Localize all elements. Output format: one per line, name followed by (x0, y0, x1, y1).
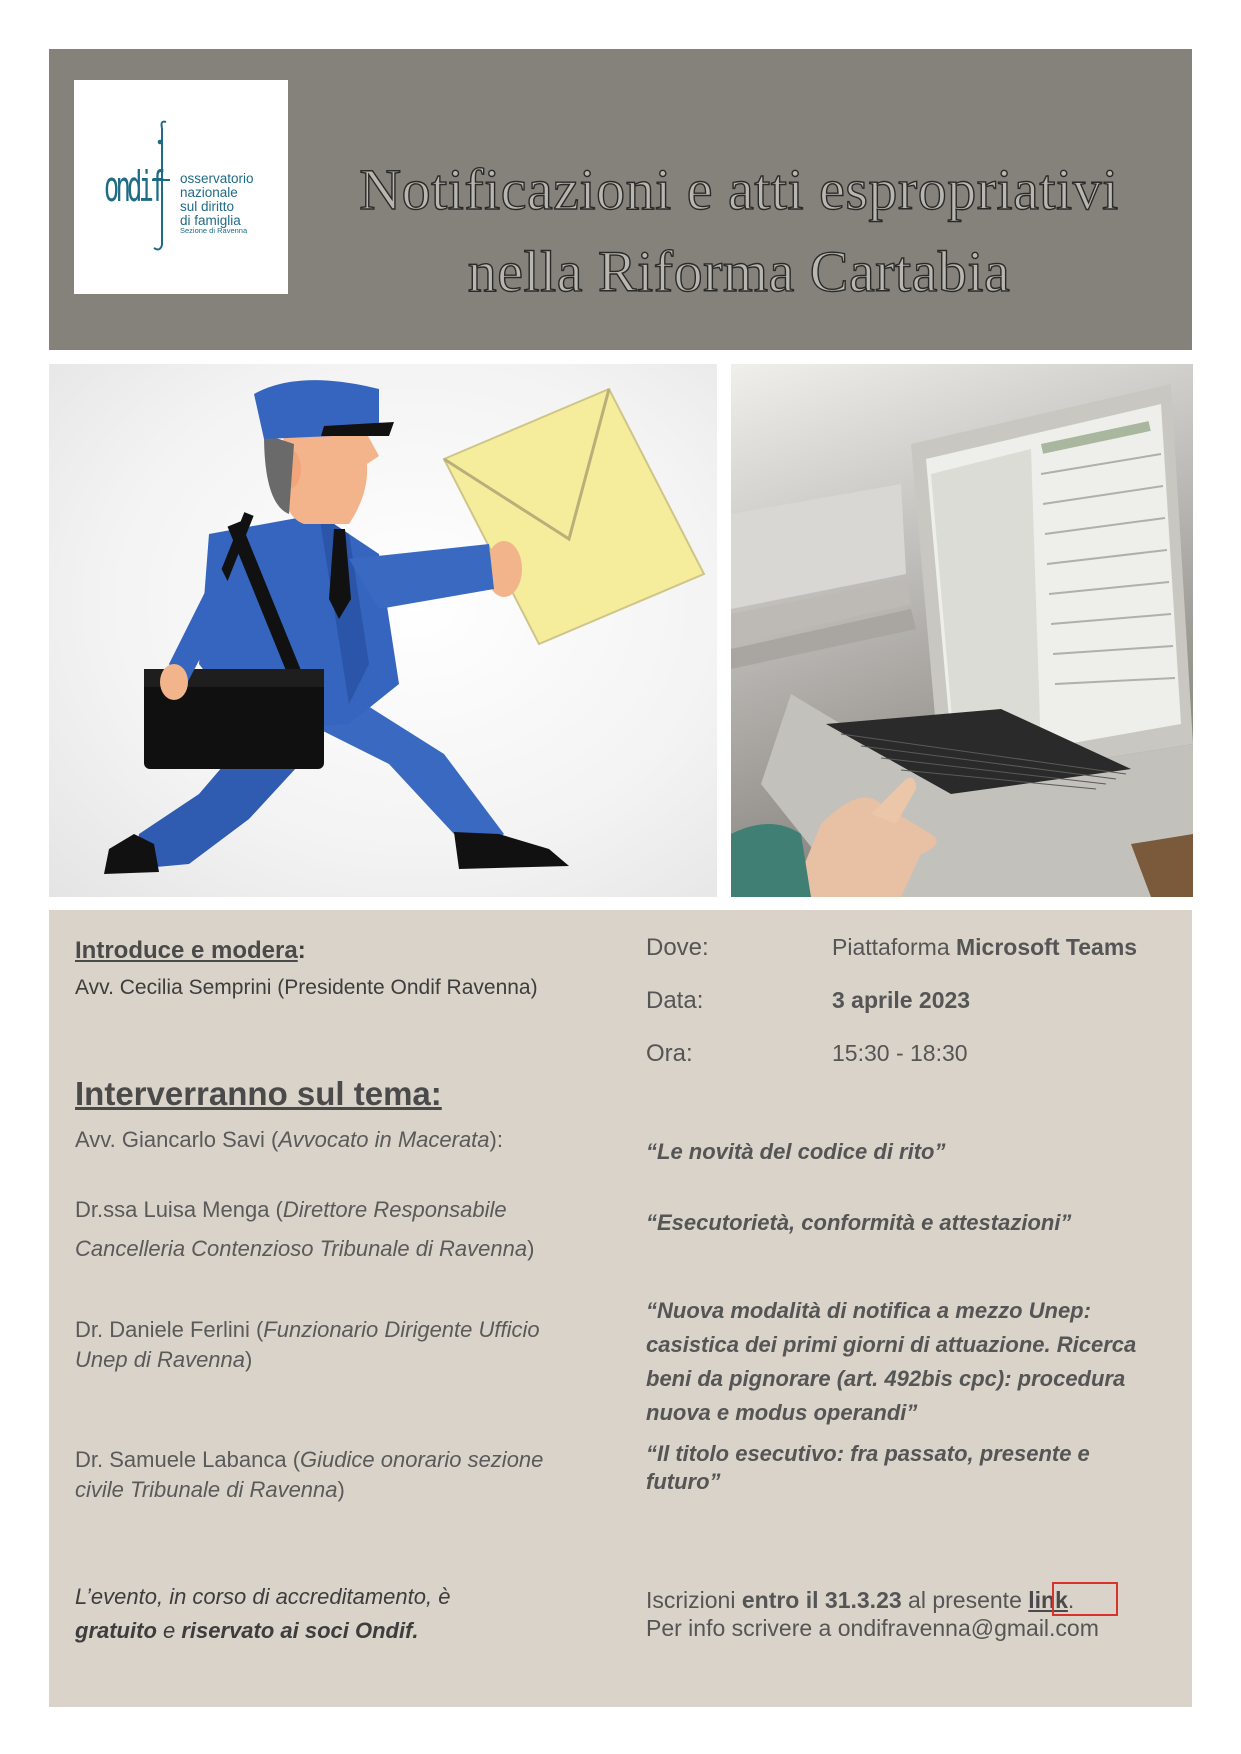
moderator-name: Avv. Cecilia Semprini (Presidente Ondif Ravenna) (75, 976, 538, 999)
page-title: Notificazioni e atti espropriativi nella Riforma Cartabia (359, 157, 1119, 304)
postman-icon (49, 364, 717, 897)
topic-1: “Le novità del codice di rito” (646, 1139, 946, 1164)
postman-image (49, 364, 717, 897)
where-label: Dove: (646, 934, 709, 961)
intro-heading: Introduce e modera: (75, 937, 306, 964)
topic-4: “Il titolo esecutivo: fra passato, presente e futuro” (646, 1441, 1090, 1494)
accreditation-note: L’evento, in corso di accreditamento, è gratuito e riservato ai soci Ondif. (75, 1584, 451, 1643)
registration-link[interactable]: link (1028, 1587, 1068, 1613)
speaker-3: Dr. Daniele Ferlini (Funzionario Dirigente Ufficio Unep di Ravenna) (75, 1317, 540, 1372)
ondif-logo (74, 80, 288, 294)
logo-text: osservatorio nazionale sul diritto di famiglia (180, 171, 254, 228)
date-label: Data: (646, 987, 704, 1014)
header-banner (49, 49, 1192, 350)
where-value: Piattaforma Microsoft Teams (832, 934, 1138, 960)
info-panel (49, 910, 1192, 1707)
registration-info: Iscrizioni entro il 31.3.23 al presente link. Per info scrivere a ondifravenna@gmail.com (646, 1586, 1186, 1642)
speaker-2: Dr.ssa Luisa Menga (Direttore Responsabile Cancelleria Contenzioso Tribunale di Ravenna) (75, 1197, 535, 1261)
time-label: Ora: (646, 1040, 693, 1067)
speaker-1: Avv. Giancarlo Savi (Avvocato in Macerata): (75, 1127, 503, 1152)
laptop-icon (731, 364, 1193, 897)
time-value: 15:30 - 18:30 (832, 1040, 968, 1066)
date-value: 3 aprile 2023 (832, 987, 971, 1013)
laptop-image (731, 364, 1193, 897)
logo-word: ondif (104, 162, 162, 211)
contact-email: Per info scrivere a ondifravenna@gmail.com (646, 1615, 1099, 1641)
topic-2: “Esecutorietà, conformità e attestazioni” (646, 1210, 1072, 1235)
speaker-4: Dr. Samuele Labanca (Giudice onorario sezione civile Tribunale di Ravenna) (75, 1447, 544, 1502)
topic-3: “Nuova modalità di notifica a mezzo Unep: casistica dei primi giorni di attuazione. Ricerca beni da pignorare (art. 492bis cpc): procedura nuova e modus operandi” (646, 1298, 1137, 1425)
logo-subtitle: Sezione di Ravenna (180, 226, 248, 235)
link-highlight-box (1052, 1582, 1118, 1616)
speakers-heading: Interverranno sul tema: (75, 1075, 442, 1112)
